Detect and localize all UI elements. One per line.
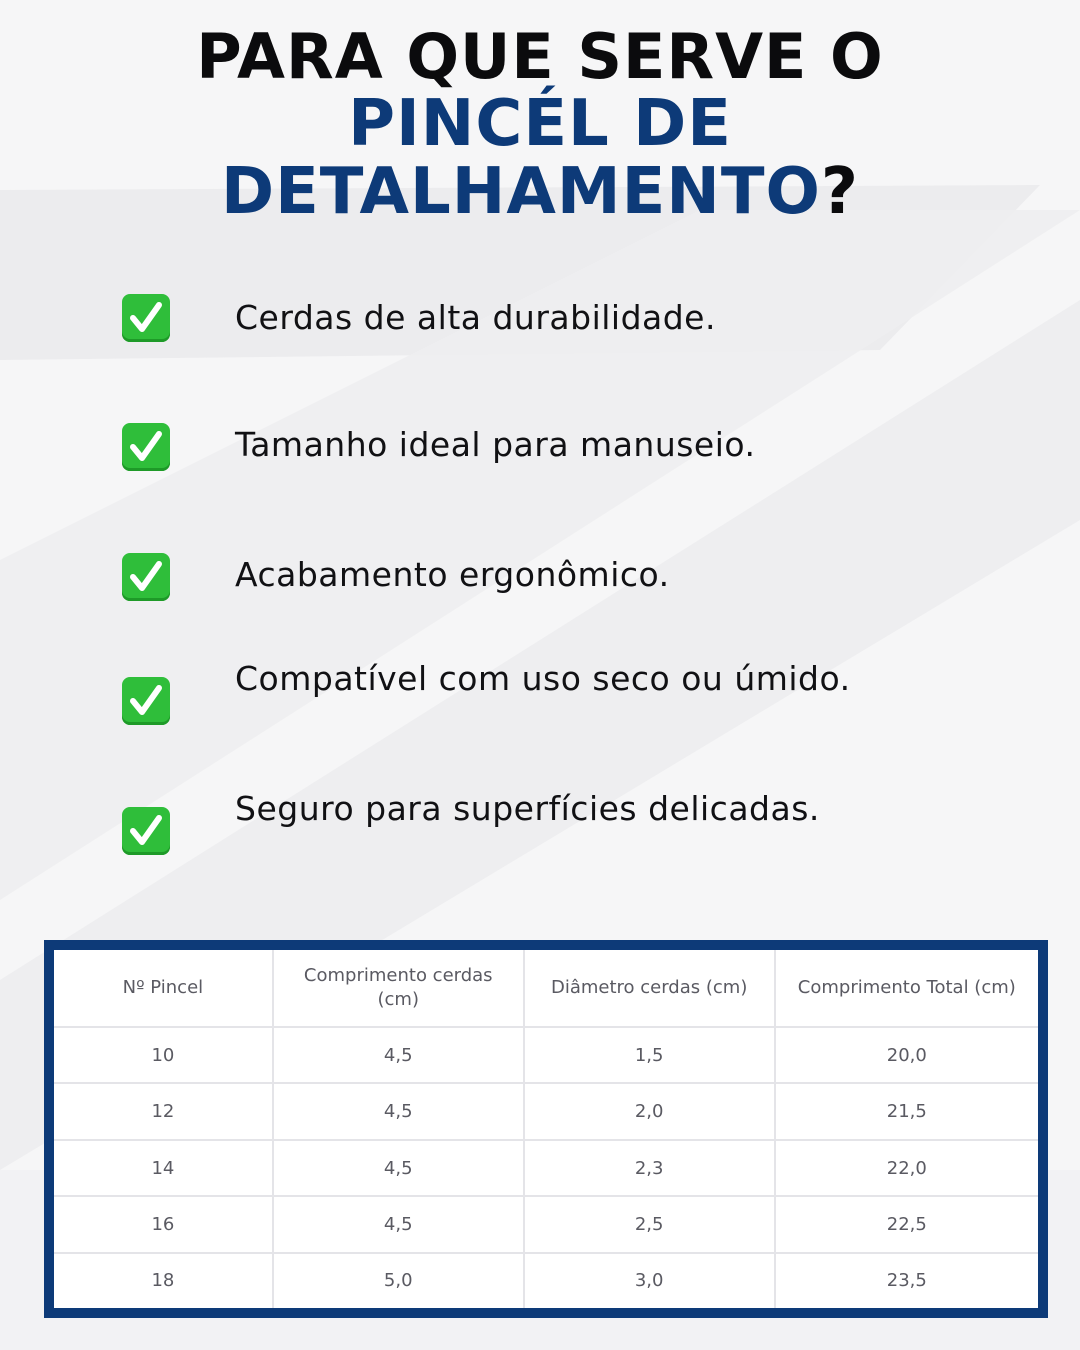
title-line-3-text: DETALHAMENTO <box>220 155 821 229</box>
feature-item <box>120 420 980 474</box>
table-header-row <box>54 950 1038 1027</box>
column-header: Comprimento cerdas (cm) <box>273 950 524 1027</box>
title-line-3 <box>0 155 1080 229</box>
table-cell: 4,5 <box>273 1027 524 1083</box>
feature-text: Compatível com uso seco ou úmido. <box>235 659 851 698</box>
feature-text: Acabamento ergonômico. <box>235 555 670 594</box>
table-cell: 4,5 <box>273 1196 524 1252</box>
table-cell: 21,5 <box>775 1083 1038 1139</box>
table-cell: 2,0 <box>524 1083 775 1139</box>
check-mark-icon <box>122 677 170 725</box>
table-row <box>54 1253 1038 1308</box>
column-header: Nº Pincel <box>54 950 273 1027</box>
check-mark-icon <box>122 294 170 342</box>
table-cell: 18 <box>54 1253 273 1308</box>
table-cell: 16 <box>54 1196 273 1252</box>
feature-item <box>120 660 980 740</box>
table-cell: 10 <box>54 1027 273 1083</box>
table-row <box>54 1027 1038 1083</box>
table-cell: 5,0 <box>273 1253 524 1308</box>
column-header: Comprimento Total (cm) <box>775 950 1038 1027</box>
check-mark-icon <box>122 423 170 471</box>
check-mark-icon <box>122 807 170 855</box>
table-cell: 1,5 <box>524 1027 775 1083</box>
table-cell: 3,0 <box>524 1253 775 1308</box>
table-cell: 20,0 <box>775 1027 1038 1083</box>
table-cell: 4,5 <box>273 1083 524 1139</box>
table-cell: 23,5 <box>886 1270 927 1292</box>
table-row <box>54 1140 1038 1196</box>
check-mark-icon <box>122 553 170 601</box>
feature-text: Seguro para superfícies delicadas. <box>235 789 820 828</box>
table-row <box>54 1196 1038 1252</box>
page-title <box>0 20 1080 229</box>
table-cell: 2,3 <box>524 1140 775 1196</box>
table-cell: 22,5 <box>775 1196 1038 1252</box>
feature-text: Cerdas de alta durabilidade. <box>235 298 716 337</box>
specs-table-frame <box>44 940 1048 1318</box>
feature-text: Tamanho ideal para manuseio. <box>235 425 756 464</box>
title-line-2: PINCÉL DE <box>348 87 732 161</box>
table-row <box>54 1083 1038 1139</box>
feature-item <box>120 292 980 346</box>
feature-item <box>120 550 980 604</box>
table-cell: 14 <box>54 1140 273 1196</box>
table-cell: 4,5 <box>273 1140 524 1196</box>
specs-table <box>54 950 1038 1308</box>
feature-item <box>120 790 980 870</box>
title-line-1: PARA QUE SERVE O <box>196 20 884 93</box>
table-cell: 12 <box>54 1083 273 1139</box>
table-cell: 22,0 <box>775 1140 1038 1196</box>
table-cell: 2,5 <box>524 1196 775 1252</box>
title-question-mark: ? <box>820 155 860 229</box>
column-header: Diâmetro cerdas (cm) <box>524 950 775 1027</box>
